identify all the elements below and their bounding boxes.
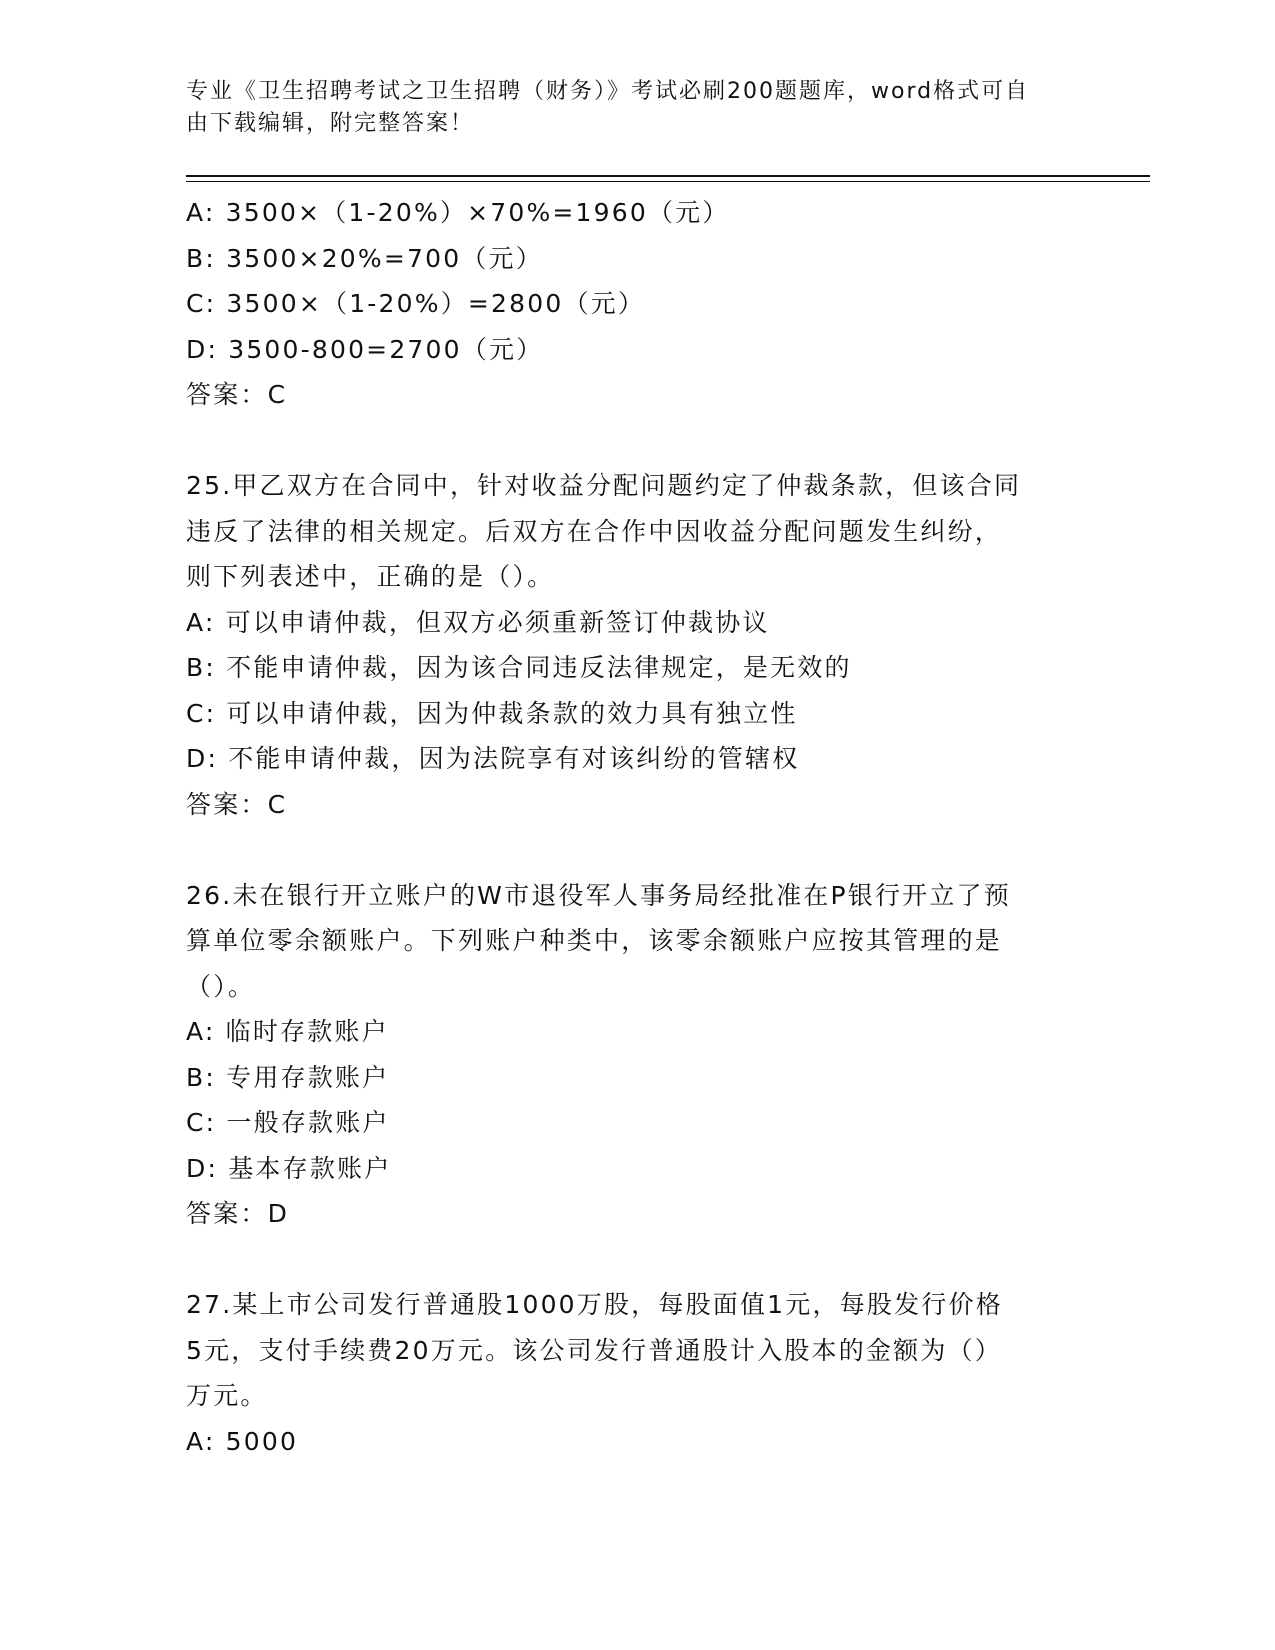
question-list (186, 190, 1086, 1464)
question-stem-line: （）。 (186, 971, 256, 1001)
question-26 (186, 873, 1086, 1237)
question-stem-line: 27.某上市公司发行普通股1000万股，每股面值1元，每股发行价格 (186, 1290, 1003, 1319)
option-a: A: 可以申请仲裁，但双方必须重新签订仲裁协议 (186, 607, 770, 637)
option-c: C: 一般存款账户 (186, 1108, 390, 1137)
question-stem-line: 算单位零余额账户。下列账户种类中，该零余额账户应按其管理的是 (186, 926, 1003, 955)
question-25 (186, 463, 1086, 827)
header-line: 由下载编辑，附完整答案！ (186, 111, 475, 136)
question-stem-line: 万元。 (186, 1381, 268, 1410)
question-stem-line: 违反了法律的相关规定。后双方在合作中因收益分配问题发生纠纷， (186, 516, 1003, 546)
header-line: 专业《卫生招聘考试之卫生招聘（财务）》考试必刷200题题库，word格式可自 (186, 79, 1030, 104)
document-header (186, 76, 1066, 140)
header-divider-thick (186, 175, 1150, 177)
answer-line: 答案：C (186, 789, 288, 819)
option-c: C: 可以申请仲裁，因为仲裁条款的效力具有独立性 (186, 698, 798, 728)
option-b: B: 3500×20%=700（元） (186, 243, 543, 273)
answer-line: 答案：C (186, 380, 288, 409)
option-d: D: 不能申请仲裁，因为法院享有对该纠纷的管辖权 (186, 744, 800, 773)
option-d: D: 基本存款账户 (186, 1153, 392, 1183)
option-c: C: 3500×（1-20%）=2800（元） (186, 289, 646, 318)
header-divider-thin (186, 181, 1150, 182)
question-27 (186, 1282, 1086, 1464)
option-a: A: 临时存款账户 (186, 1017, 389, 1046)
option-b: B: 专用存款账户 (186, 1062, 390, 1092)
question-stem-line: 26.未在银行开立账户的W市退役军人事务局经批准在P银行开立了预 (186, 880, 1011, 910)
question-stem-line: 5元，支付手续费20万元。该公司发行普通股计入股本的金额为（） (186, 1335, 1002, 1365)
option-d: D: 3500-800=2700（元） (186, 334, 544, 364)
answer-line: 答案：D (186, 1199, 290, 1228)
question-stem-line: 25.甲乙双方在合同中，针对收益分配问题约定了仲裁条款，但该合同 (186, 471, 1022, 500)
question-prev (186, 190, 1086, 418)
option-a: A: 5000 (186, 1426, 299, 1456)
option-b: B: 不能申请仲裁，因为该合同违反法律规定，是无效的 (186, 653, 852, 682)
option-a: A: 3500×（1-20%）×70%=1960（元） (186, 198, 730, 227)
question-stem-line: 则下列表述中，正确的是（）。 (186, 562, 555, 591)
